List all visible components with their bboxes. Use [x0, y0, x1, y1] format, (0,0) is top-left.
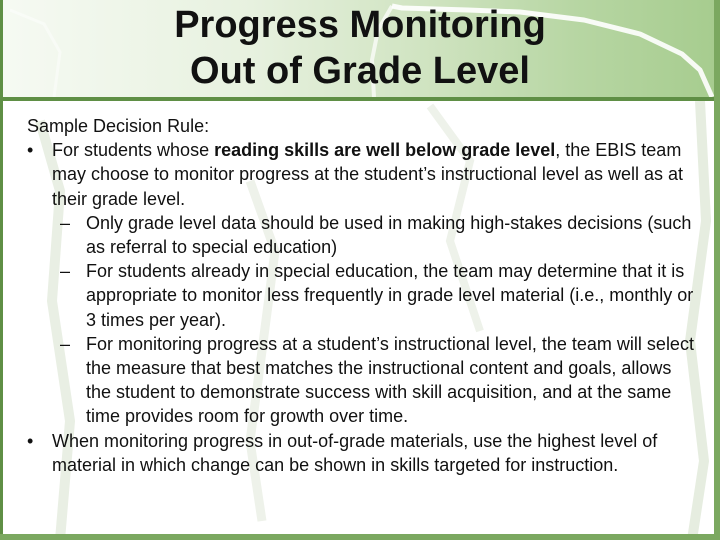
frame-left-border — [0, 0, 3, 540]
bullet-out-of-grade-materials — [27, 429, 699, 477]
bullet-2-text: When monitoring progress in out-of-grade materials, use the highest level of material in which change can be shown in skills targeted for instruction. — [52, 430, 658, 475]
dash-marker: – — [60, 261, 71, 282]
title-line-1: Progress Monitoring — [174, 4, 546, 46]
bullet-1-text-end: , the EBIS team may choose to monitor progress at the student’s instructional level as well as at their grade level. — [52, 140, 683, 209]
sub-bullet-grade-level-data — [27, 211, 699, 259]
bullet-1-emphasis: reading skills are well below grade level — [214, 140, 556, 161]
title-line-2: Out of Grade Level — [190, 50, 530, 92]
bullet-reading-skills — [27, 138, 699, 211]
decision-rule-heading: Sample Decision Rule: — [27, 116, 210, 136]
sub-bullet-2-text: For students already in special education, the team may determine that it is appropriate to monitor less frequently in grade level material (i.e., monthly or 3 times per year). — [86, 261, 694, 330]
slide-body — [27, 114, 699, 477]
sub-bullet-1-text: Only grade level data should be used in making high-stakes decisions (such as referral to special education) — [86, 212, 692, 258]
frame-right-border — [714, 0, 720, 540]
sub-bullet-special-education — [27, 259, 699, 332]
sub-bullet-instructional-level — [27, 332, 699, 429]
slide-title — [0, 2, 720, 94]
bullet-marker: • — [27, 430, 34, 451]
sub-bullet-3-text: For monitoring progress at a student’s instructional level, the team will select the measure that best matches the instructional content and goals, allows the student to demonstrate success with skill acquisition, and at the same time provides room for growth over time. — [86, 333, 694, 427]
dash-marker: – — [60, 333, 71, 354]
dash-marker: – — [60, 212, 71, 233]
bullet-1-text-start: For students whose — [52, 140, 215, 161]
title-banner — [0, 0, 720, 97]
bullet-marker: • — [27, 140, 34, 161]
frame-bottom-border — [0, 534, 720, 540]
